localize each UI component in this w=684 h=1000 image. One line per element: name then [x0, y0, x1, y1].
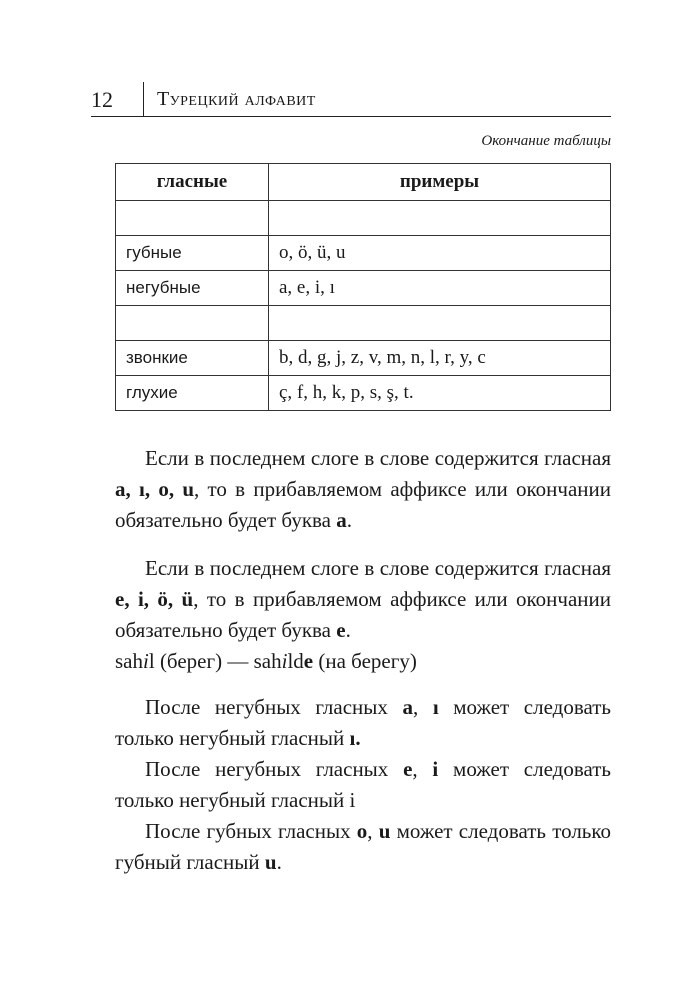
table-row	[116, 306, 611, 341]
table-cell-examples	[269, 201, 611, 236]
rule-vowel: i	[432, 757, 439, 781]
rule-text: может следовать только негубный гласный i	[115, 757, 611, 812]
rule-text: , то в прибавляемом аффиксе или окончании обязательно будет буква	[115, 587, 611, 642]
rule-text: .	[345, 618, 351, 642]
table-cell-examples	[269, 306, 611, 341]
table-row	[116, 271, 611, 306]
vowel-table	[115, 163, 611, 411]
example-word: l	[148, 649, 155, 673]
rule-front-vowels	[115, 553, 611, 677]
example-word-vowel: i	[143, 649, 149, 673]
table-cell-examples: o, ö, ü, u	[269, 236, 611, 271]
rule-text: , то в прибавляемом аффиксе или окончании обязательно будет буква	[115, 477, 611, 532]
example-word: sah	[253, 649, 282, 673]
table-cell-label: звонкие	[116, 341, 269, 376]
rule-vowel: ı	[432, 695, 439, 719]
rule-text: .	[276, 850, 282, 874]
rule-text: После негубных гласных	[145, 695, 403, 719]
table-row	[116, 201, 611, 236]
rule-letter: e	[336, 618, 346, 642]
rule-vowel: a	[402, 695, 413, 719]
rule-vowels: a, ı, o, u	[115, 477, 195, 501]
example-suffix-letter: e	[303, 649, 314, 673]
table-cell-label	[116, 306, 269, 341]
rule-text: Если в последнем слоге в слове содержится гласная	[145, 556, 611, 580]
rule-text: После негубных гласных	[145, 757, 404, 781]
rule-paragraph	[115, 553, 611, 646]
rule-text: может следовать только губный гласный	[115, 819, 612, 874]
page-header	[91, 80, 611, 120]
rule-text: После губных гласных	[145, 819, 357, 843]
rule-text: ,	[412, 695, 433, 719]
rule-text: .	[346, 508, 352, 532]
table-cell-examples: ç, f, h, k, p, s, ş, t.	[269, 376, 611, 411]
rule-paragraph	[115, 443, 611, 536]
table-header-examples: примеры	[269, 164, 611, 201]
table-cell-examples: a, e, i, ı	[269, 271, 611, 306]
rule-paragraph	[115, 816, 611, 878]
rule-vowel: o	[356, 819, 368, 843]
rule-back-vowels	[115, 443, 611, 536]
rule-vowel: u	[378, 819, 391, 843]
table-cell-label: губные	[116, 236, 269, 271]
header-separator	[143, 82, 144, 116]
chapter-title: Турецкий алфавит	[157, 88, 316, 110]
header-rule	[91, 116, 611, 117]
rule-text: ,	[412, 757, 433, 781]
table-cell-label	[116, 201, 269, 236]
rule-letter: a	[336, 508, 347, 532]
table-cell-examples: b, d, g, j, z, v, m, n, l, r, y, c	[269, 341, 611, 376]
rule-result: ı.	[349, 726, 361, 750]
example-line	[115, 646, 611, 677]
rule-result: u	[264, 850, 277, 874]
example-word-vowel: i	[281, 649, 288, 673]
rule-paragraph	[115, 692, 611, 754]
table-row	[116, 376, 611, 411]
table-row	[116, 341, 611, 376]
rule-paragraph	[115, 754, 611, 816]
example-word: sah	[115, 649, 143, 673]
table-header-row	[116, 164, 611, 201]
rule-vowels: e, i, ö, ü	[115, 587, 194, 611]
rule-harmony	[115, 692, 611, 878]
rule-text: Если в последнем слоге в слове содержится гласная	[145, 446, 611, 470]
table-row	[116, 236, 611, 271]
example-gloss: (берег) —	[154, 649, 254, 673]
example-gloss: (на берегу)	[313, 649, 417, 673]
table-header-vowels: гласные	[116, 164, 269, 201]
example-word: ld	[287, 649, 304, 673]
table-cell-label: глухие	[116, 376, 269, 411]
rule-text: может следовать только негубный гласный	[115, 695, 611, 750]
table-continuation-label: Окончание таблицы	[481, 133, 611, 149]
rule-vowel: e	[403, 757, 413, 781]
table-cell-label: негубные	[116, 271, 269, 306]
page-number: 12	[91, 87, 113, 112]
rule-text: ,	[367, 819, 379, 843]
